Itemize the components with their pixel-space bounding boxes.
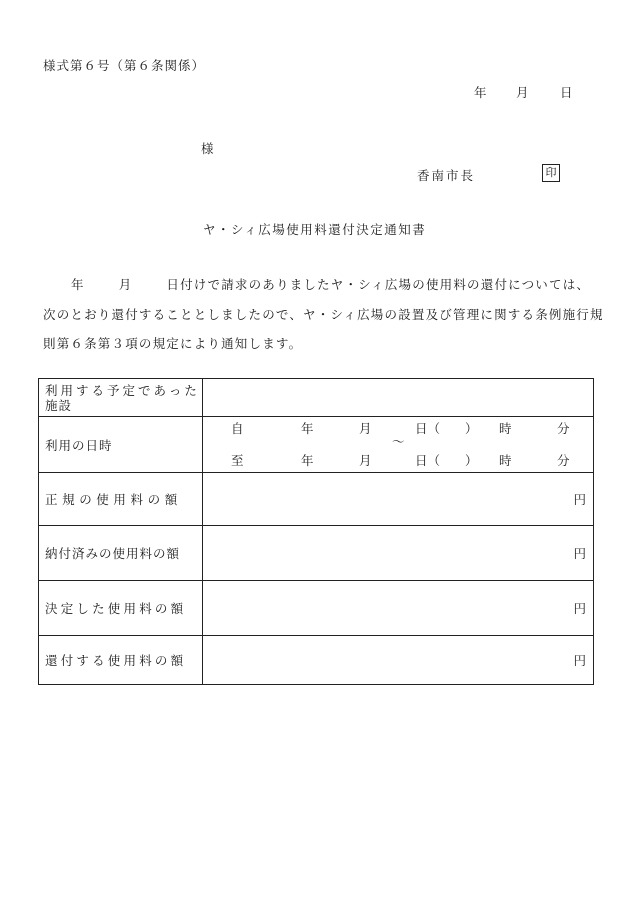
facility-label-line-1: 利用する予定であった	[45, 382, 200, 398]
paid-fee-value[interactable]	[203, 526, 594, 581]
body-line-1	[43, 270, 598, 300]
refund-details-table	[38, 378, 594, 685]
facility-label	[39, 379, 203, 417]
yen-unit: 円	[573, 601, 586, 616]
to-hour: 時	[499, 453, 512, 468]
regular-fee-value[interactable]	[203, 473, 594, 526]
to-year: 年	[301, 453, 314, 468]
from-year: 年	[301, 421, 314, 436]
table-row	[39, 417, 594, 473]
to-minute: 分	[557, 453, 570, 468]
decided-fee-value[interactable]	[203, 581, 594, 636]
from-label: 自	[231, 421, 244, 436]
document-title: ヤ・シィ広場使用料還付決定通知書	[203, 222, 427, 237]
datetime-label: 利用の日時	[39, 417, 203, 473]
yen-unit: 円	[573, 653, 586, 668]
table-row	[39, 473, 594, 526]
table-row	[39, 636, 594, 685]
table-row	[39, 526, 594, 581]
body-line-1-rest: 日付けで請求のありましたヤ・シィ広場の使用料の還付については、	[166, 277, 591, 292]
body-paragraph	[43, 270, 604, 359]
to-label: 至	[231, 453, 244, 468]
issuer-name: 香南市長	[417, 168, 476, 183]
table-row	[39, 581, 594, 636]
paid-fee-label: 納付済みの使用料の額	[39, 526, 203, 581]
form-number: 様式第６号（第６条関係）	[43, 58, 206, 73]
table-row	[39, 379, 594, 417]
addressee-suffix: 様	[201, 141, 214, 156]
datetime-value[interactable]	[203, 417, 594, 473]
date-day: 日	[560, 85, 573, 100]
date-month: 月	[516, 85, 529, 100]
tilde-mark: ～	[392, 434, 405, 449]
facility-label-line-2: 施設	[45, 397, 73, 413]
body-line-2: 次のとおり還付することとしましたので、ヤ・シィ広場の設置及び管理に関する条例施行規	[43, 306, 604, 322]
facility-value[interactable]	[203, 379, 594, 417]
yen-unit: 円	[573, 546, 586, 561]
regular-fee-label: 正規の使用料の額	[39, 473, 203, 526]
yen-unit: 円	[573, 492, 586, 507]
body-line-3: 則第６条第３項の規定により通知します。	[43, 336, 303, 351]
from-month: 月	[359, 421, 372, 436]
from-day: 日（ ）	[415, 421, 478, 436]
to-day: 日（ ）	[415, 453, 478, 468]
refund-fee-value[interactable]	[203, 636, 594, 685]
seal-mark: 印	[542, 164, 560, 182]
body-year: 年	[71, 277, 85, 292]
to-month: 月	[359, 453, 372, 468]
date-year: 年	[474, 85, 487, 100]
from-minute: 分	[557, 421, 570, 436]
body-month: 月	[118, 277, 133, 292]
decided-fee-label: 決定した使用料の額	[39, 581, 203, 636]
refund-fee-label: 還付する使用料の額	[39, 636, 203, 685]
from-hour: 時	[499, 421, 512, 436]
